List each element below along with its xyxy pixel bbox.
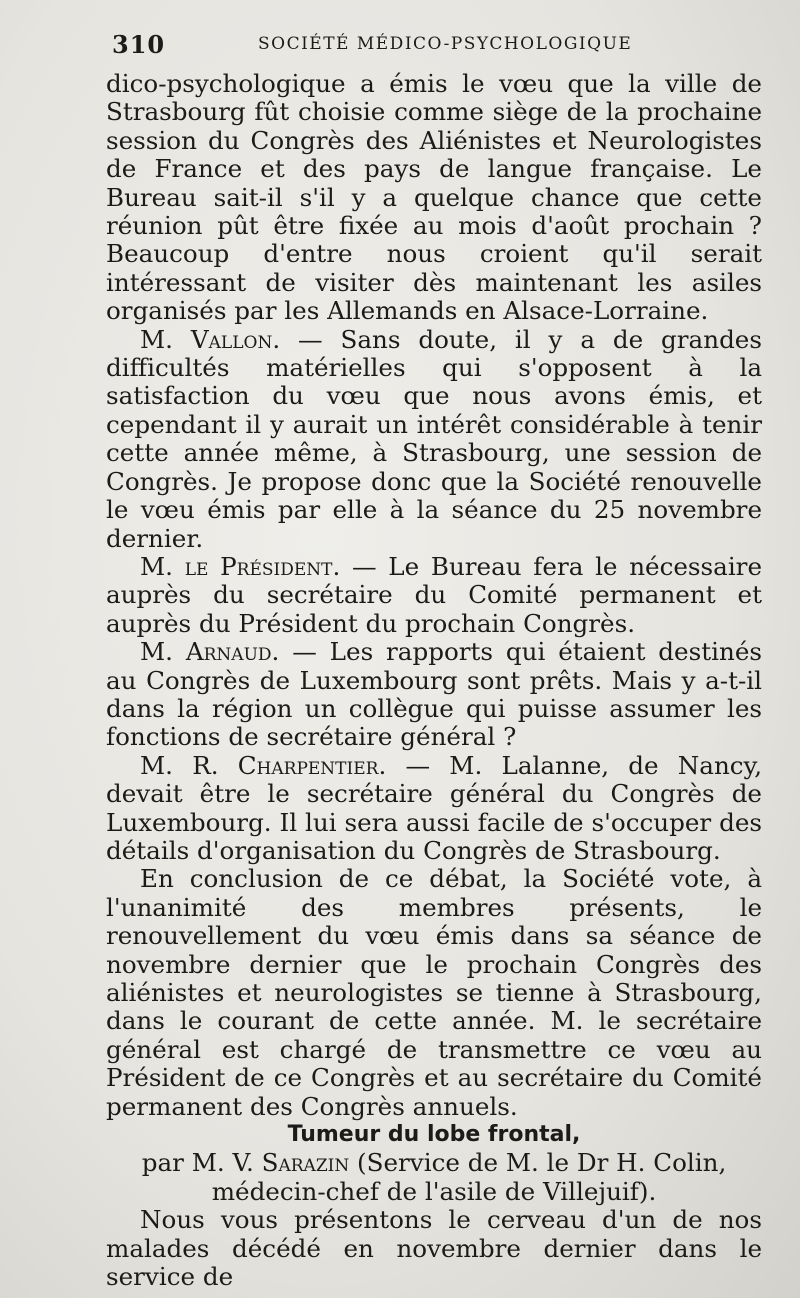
paragraph-charpentier: [106, 752, 762, 866]
paragraph-text: — Le Bureau fera le nécessaire auprès du secrétaire du Comité permanent et auprès du Président du prochain Congrès.: [106, 551, 762, 638]
paragraph-text: — M. Lalanne, de Nancy, devait être le secrétaire général du Congrès de Luxembourg. Il lui sera aussi facile de s'occuper des détails d'organisation du Congrès de Strasbourg.: [106, 750, 763, 865]
byline-rest: (Service de M. le Dr H. Colin,: [349, 1148, 727, 1178]
speaker-name: M. Vallon.: [140, 324, 281, 354]
byline-author: Sarazin: [261, 1148, 350, 1178]
speaker-name: M. le Président.: [140, 551, 341, 581]
speaker-name: M. R. Charpentier.: [140, 750, 387, 780]
paragraph-conclusion: [106, 865, 762, 1121]
paragraph-text: — Sans doute, il y a de grandes difficultés matérielles qui s'opposent à la satisfaction du vœu que nous avons émis, et cependant il y aurait un intérêt considérable à tenir cette année même, à Strasbourg, une session de Congrès. Je propose donc que la Société renouvelle le vœu émis par elle à la séance du 25 novembre dernier.: [106, 324, 762, 553]
page-header: [112, 30, 760, 59]
paragraph-text: — Les rapports qui étaient destinés au Congrès de Luxembourg sont prêts. Mais y a-t-il dans la région un collègue qui puisse assumer les fonctions de secrétaire général ?: [106, 637, 762, 752]
paragraph-text: dico-psychologique a émis le vœu que la ville de Strasbourg fût choisie comme siège de la prochaine session du Congrès des Aliénistes et Neurologistes de France et des pays de langue française. Le Bureau sait-il s'il y a quelque chance que cette réunion pût être fixée au mois d'août prochain ? Beaucoup d'entre nous croient qu'il serait intéressant de visiter dès maintenant les asiles organisés par les Allemands en Alsace-Lorraine.: [106, 69, 762, 326]
paragraph-president: [106, 553, 762, 638]
section-opening: Nous vous présentons le cerveau d'un de nos malades décédé en novembre dernier dans le service de: [106, 1205, 762, 1292]
paragraph-text: En conclusion de ce débat, la Société vote, à l'unanimité des membres présents, le renouvellement du vœu émis dans sa séance de novembre dernier que le prochain Congrès des aliénistes et neurologistes se tienne à Strasbourg, dans le courant de cette année. M. le secrétaire général est chargé de transmettre ce vœu au Président de ce Congrès et au secrétaire du Comité permanent des Congrès annuels.: [106, 864, 762, 1121]
byline: [106, 1149, 762, 1177]
page-body: [106, 70, 762, 1291]
paragraph-continuation: [106, 70, 762, 326]
paragraph-vallon: [106, 326, 762, 553]
page-number: 310: [112, 30, 166, 59]
running-head: SOCIÉTÉ MÉDICO-PSYCHOLOGIQUE: [258, 34, 633, 54]
paragraph-arnaud: [106, 638, 762, 752]
section-title: Tumeur du lobe frontal,: [287, 1122, 581, 1148]
speaker-name: M. Arnaud.: [140, 637, 280, 667]
byline-affiliation: médecin-chef de l'asile de Villejuif).: [211, 1176, 657, 1206]
byline-prefix: par M. V.: [141, 1148, 262, 1178]
